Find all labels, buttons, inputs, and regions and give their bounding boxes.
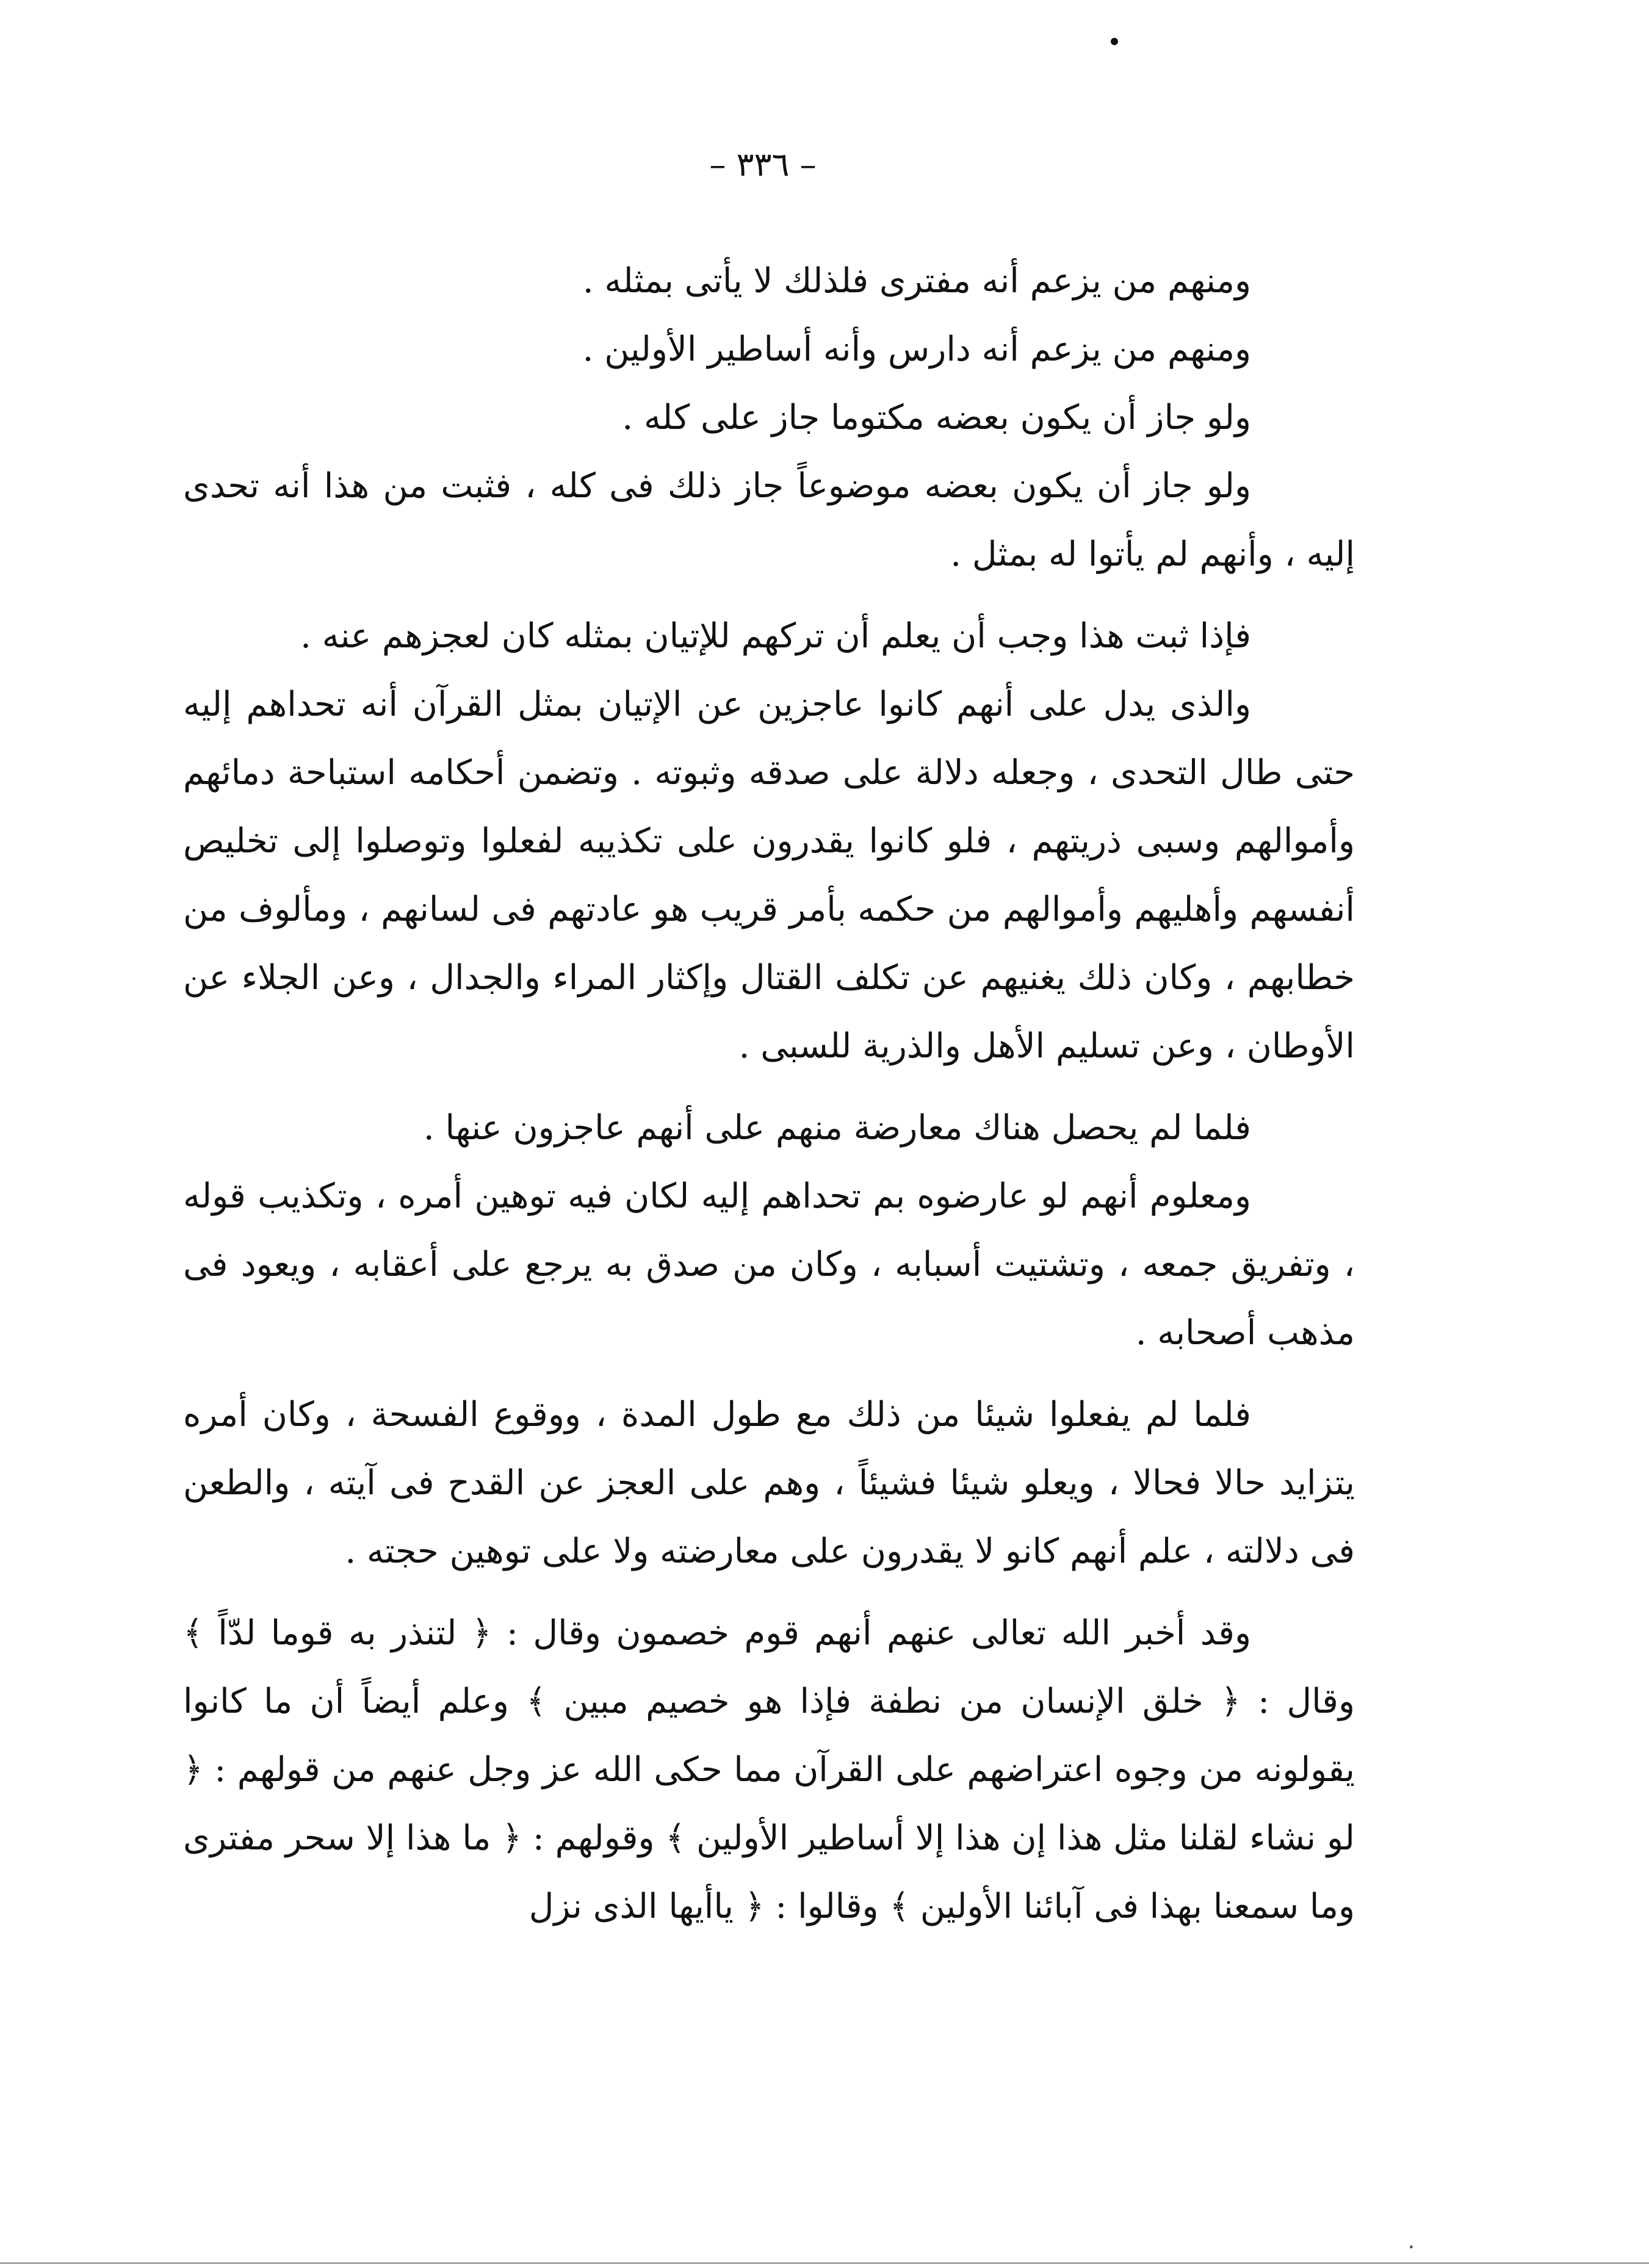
body-text bbox=[183, 247, 1355, 1941]
paragraph-3: ولو جاز أن يكون بعضه مكتوما جاز على كله . bbox=[622, 398, 1251, 437]
page-number: – ٣٣٦ – bbox=[709, 145, 817, 184]
paragraph-5: فإذا ثبت هذا وجب أن يعلم أن تركهم للإتيان بمثله كان لعجزهم عنه . bbox=[300, 616, 1251, 656]
paragraph-7: فلما لم يحصل هناك معارضة منهم على أنهم عاجزون عنها . bbox=[423, 1108, 1251, 1148]
paragraph-1: ومنهم من يزعم أنه مفترى فلذلك لا يأتى بمثله . bbox=[582, 261, 1251, 301]
page-bottom-edge bbox=[0, 2263, 1649, 2264]
paragraph-10: وقد أخبر الله تعالى عنهم أنهم قوم خصمون وقال : ﴿ لتنذر به قوما لدّاً ﴾ وقال : ﴿ خلق الإنسان من نطفة فإذا هو خصيم مبين ﴾ وعلم أيضاً أن ما كانوا يقولونه من وجوه اعتراضهم على القرآن مما حكى الله عز وجل عنهم من قولهم : ﴿ لو نشاء لقلنا مثل هذا إن هذا إلا أساطير الأولين ﴾ وقولهم : ﴿ ما هذا إلا سحر مفترى وما سمعنا بهذا فى آبائنا الأولين ﴾ وقالوا : ﴿ ياأيها الذى نزل bbox=[183, 1613, 1355, 1926]
paragraph-9: فلما لم يفعلوا شيئا من ذلك مع طول المدة ، ووقوع الفسحة ، وكان أمره يتزايد حالا فحالا ، ويعلو شيئا فشيئاً ، وهم على العجز عن القدح فى آيته ، والطعن فى دلالته ، علم أنهم كانو لا يقدرون على معارضته ولا على توهين حجته . bbox=[183, 1395, 1355, 1571]
scan-speck-small bbox=[1410, 2245, 1413, 2248]
paragraph-4: ولو جاز أن يكون بعضه موضوعاً جاز ذلك فى كله ، فثبت من هذا أنه تحدى إليه ، وأنهم لم يأتوا له بمثل . bbox=[183, 466, 1355, 574]
paragraph-6: والذى يدل على أنهم كانوا عاجزين عن الإتيان بمثل القرآن أنه تحداهم إليه حتى طال التحدى ، وجعله دلالة على صدقه وثبوته . وتضمن أحكامه استباحة دمائهم وأموالهم وسبى ذريتهم ، فلو كانوا يقدرون على تكذيبه لفعلوا وتوصلوا إلى تخليص أنفسهم وأهليهم وأموالهم من حكمه بأمر قريب هو عادتهم فى لسانهم ، ومألوف من خطابهم ، وكان ذلك يغنيهم عن تكلف القتال وإكثار المراء والجدال ، وعن الجلاء عن الأوطان ، وعن تسليم الأهل والذرية للسبى . bbox=[183, 685, 1355, 1066]
paragraph-8: ومعلوم أنهم لو عارضوه بم تحداهم إليه لكان فيه توهين أمره ، وتكذيب قوله ، وتفريق جمعه ، وتشتيت أسبابه ، وكان من صدق به يرجع على أعقابه ، ويعود فى مذهب أصحابه . bbox=[183, 1176, 1355, 1353]
paragraph-2: ومنهم من يزعم أنه دارس وأنه أساطير الأولين . bbox=[582, 329, 1251, 369]
scan-speck bbox=[1111, 38, 1118, 45]
